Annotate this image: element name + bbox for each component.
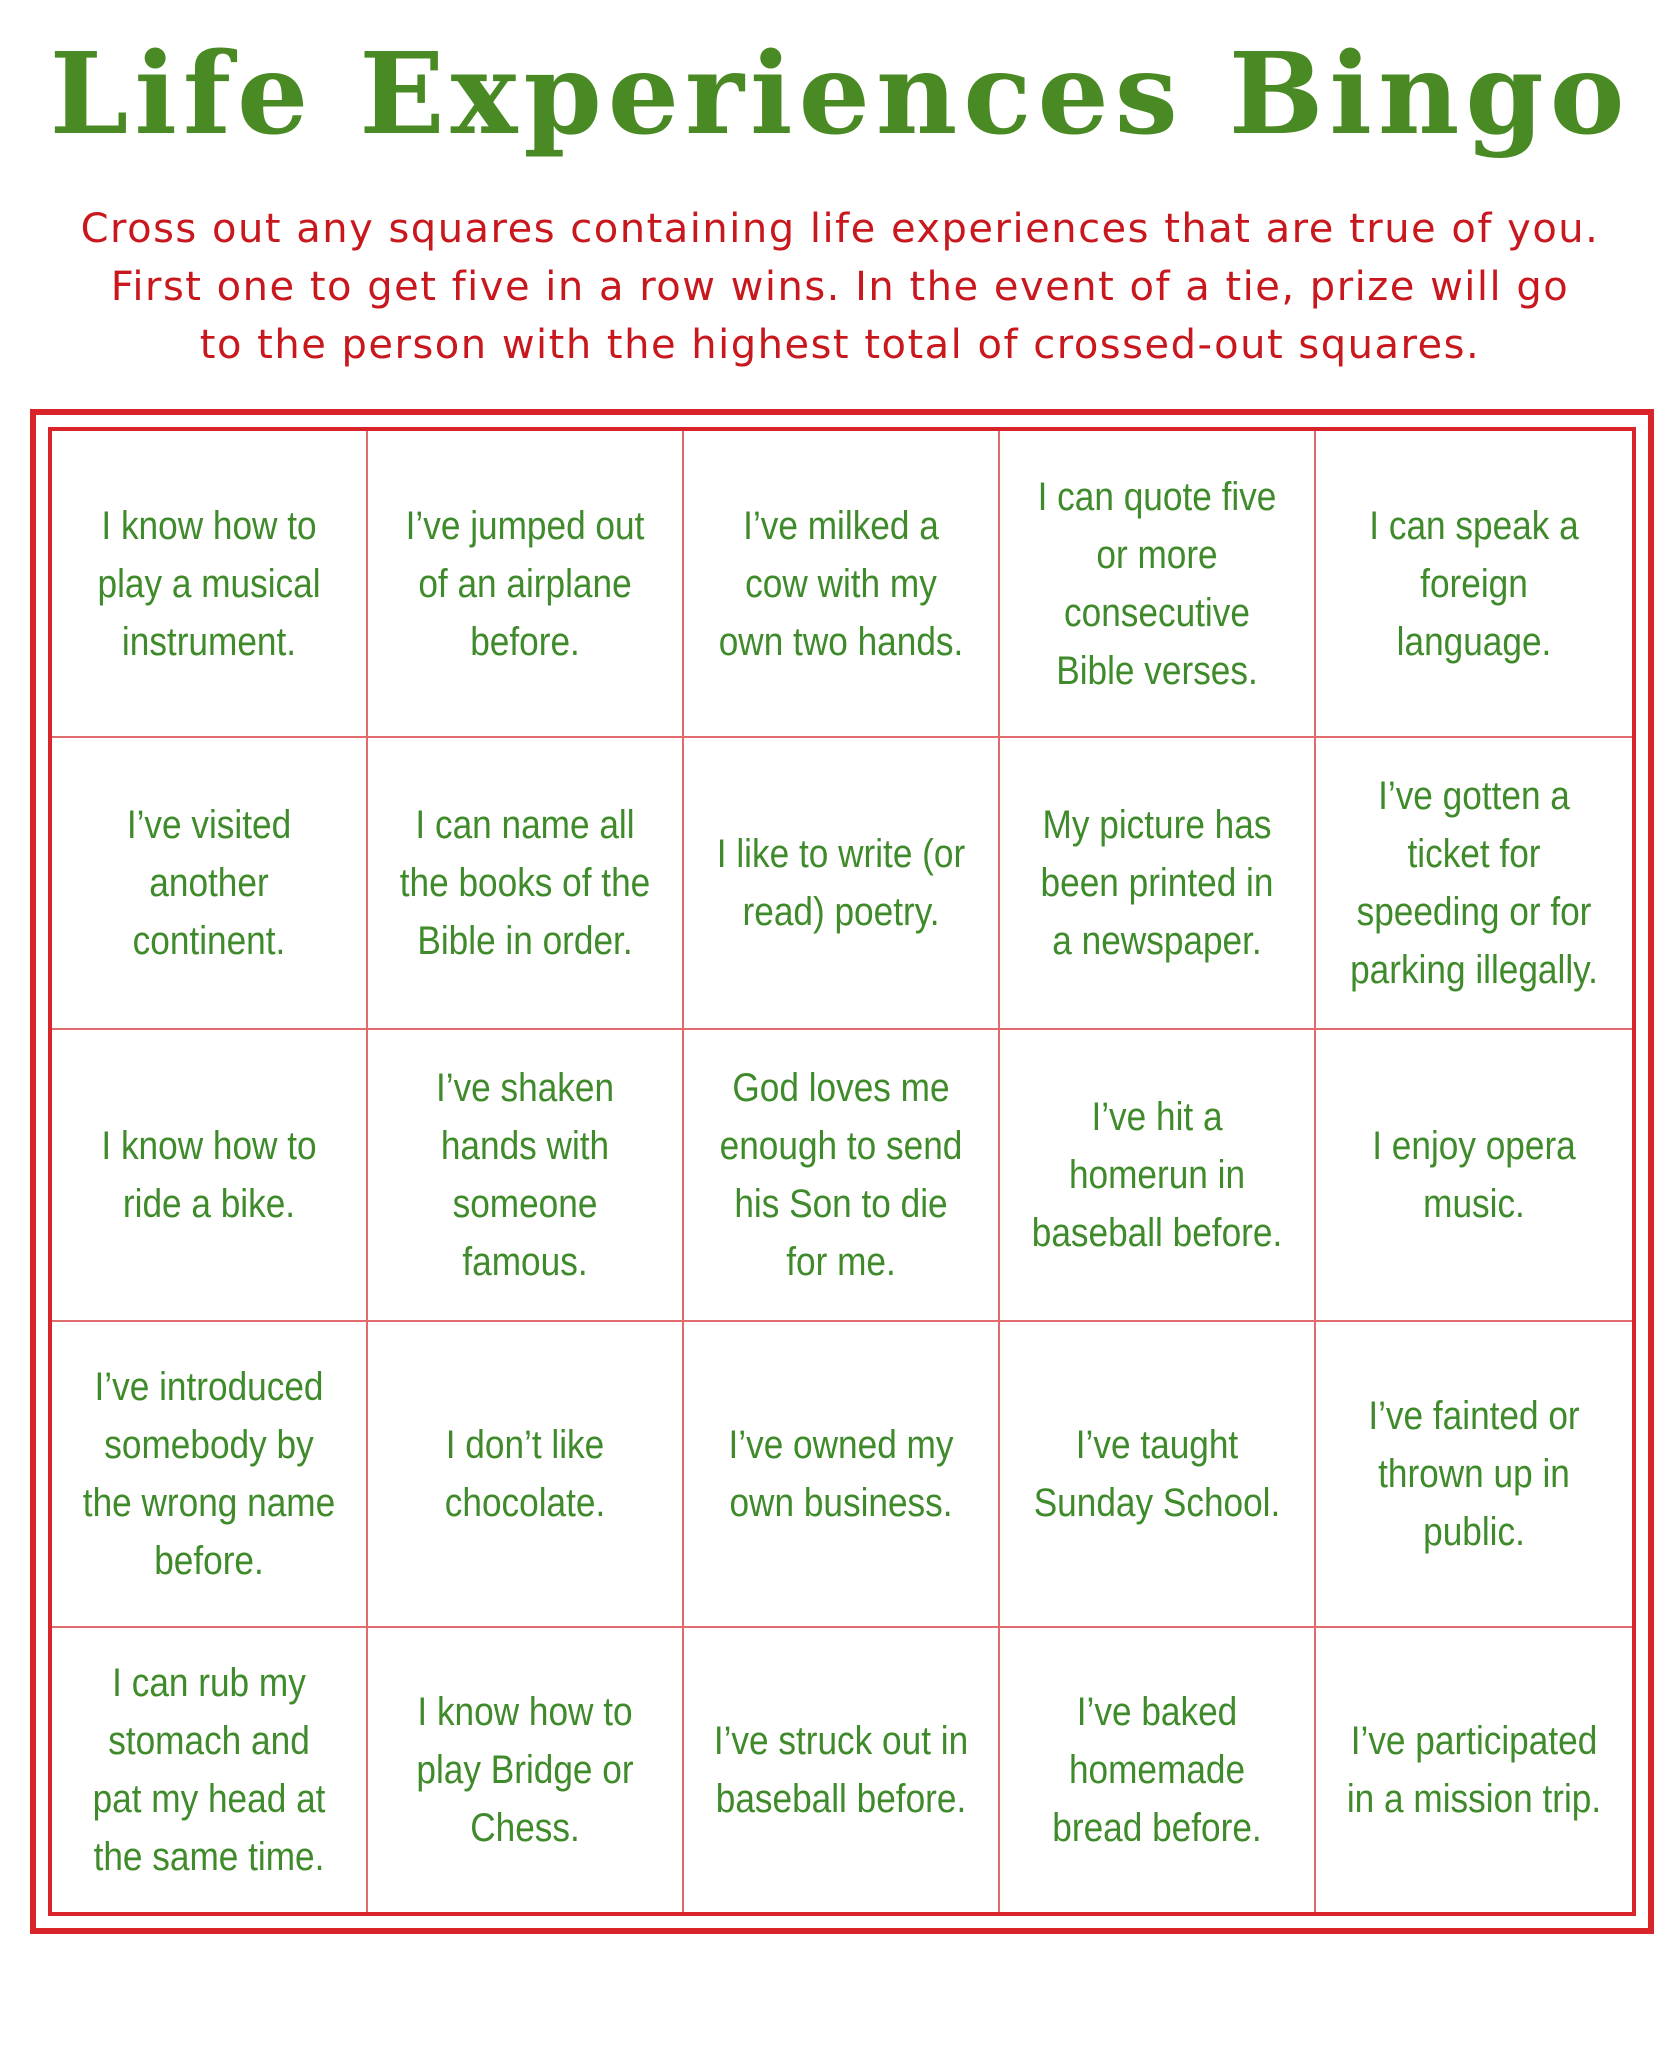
- bingo-square[interactable]: [684, 1030, 1000, 1322]
- bingo-square[interactable]: [1316, 1030, 1632, 1322]
- bingo-square-text: I’ve struck out in baseball before.: [713, 1719, 969, 1821]
- bingo-square[interactable]: [1316, 1322, 1632, 1628]
- bingo-square-text: I’ve shaken hands with someone famous.: [435, 1066, 615, 1284]
- bingo-board: [30, 409, 1654, 1934]
- bingo-square[interactable]: [1000, 431, 1316, 738]
- bingo-grid: [48, 427, 1636, 1916]
- bingo-square[interactable]: [368, 1322, 684, 1628]
- bingo-square[interactable]: [52, 1030, 368, 1322]
- bingo-square[interactable]: [52, 431, 368, 738]
- bingo-square-text: I’ve visited another continent.: [126, 803, 292, 963]
- bingo-square-text: I’ve milked a cow with my own two hands.: [718, 503, 964, 664]
- bingo-square-text: I can rub my stomach and pat my head at the same time.: [92, 1661, 326, 1879]
- bingo-square[interactable]: [684, 738, 1000, 1030]
- bingo-square[interactable]: [1000, 1322, 1316, 1628]
- bingo-square[interactable]: [1000, 1628, 1316, 1912]
- bingo-square-text: My picture has been printed in a newspaper.: [1040, 803, 1274, 963]
- bingo-square[interactable]: [1316, 431, 1632, 738]
- bingo-square-text: I’ve baked homemade bread before.: [1052, 1690, 1262, 1850]
- instructions-line: to the person with the highest total of crossed-out squares.: [199, 322, 1481, 368]
- bingo-square-text: I know how to play Bridge or Chess.: [416, 1690, 634, 1850]
- bingo-square-text: I’ve hit a homerun in baseball before.: [1031, 1095, 1283, 1255]
- bingo-square-text: I’ve participated in a mission trip.: [1346, 1719, 1602, 1821]
- bingo-square[interactable]: [1316, 738, 1632, 1030]
- bingo-square-text: I can quote five or more consecutive Bible verses.: [1037, 474, 1277, 693]
- instructions-line: Cross out any squares containing life experiences that are true of you.: [80, 206, 1600, 252]
- bingo-square-text: I’ve jumped out of an airplane before.: [405, 503, 645, 664]
- instructions: [60, 200, 1620, 374]
- bingo-square[interactable]: [52, 738, 368, 1030]
- bingo-square[interactable]: [368, 431, 684, 738]
- bingo-square[interactable]: [1000, 738, 1316, 1030]
- bingo-square-text: I don’t like chocolate.: [444, 1423, 606, 1525]
- bingo-square[interactable]: [1000, 1030, 1316, 1322]
- bingo-square-text: God loves me enough to send his Son to die for me.: [719, 1066, 963, 1284]
- bingo-square-text: I can name all the books of the Bible in order.: [399, 803, 651, 963]
- bingo-square[interactable]: [368, 1030, 684, 1322]
- bingo-square-text: I’ve taught Sunday School.: [1033, 1423, 1281, 1525]
- instructions-line: First one to get five in a row wins. In the event of a tie, prize will go: [110, 264, 1570, 310]
- bingo-square-text: I’ve introduced somebody by the wrong name before.: [82, 1365, 336, 1583]
- bingo-square[interactable]: [684, 431, 1000, 738]
- bingo-square-text: I can speak a foreign language.: [1369, 503, 1579, 664]
- bingo-square-text: I enjoy opera music.: [1372, 1124, 1576, 1226]
- bingo-square[interactable]: [368, 738, 684, 1030]
- page-title: Life Experiences Bingo: [49, 29, 1631, 160]
- bingo-square-text: I know how to play a musical instrument.: [97, 503, 321, 664]
- bingo-square-text: I’ve fainted or thrown up in public.: [1368, 1394, 1580, 1554]
- bingo-square-text: I’ve owned my own business.: [728, 1423, 954, 1525]
- bingo-square-text: I like to write (or read) poetry.: [716, 832, 966, 934]
- bingo-square-text: I’ve gotten a ticket for speeding or for parking illegally.: [1350, 774, 1598, 992]
- bingo-square-text: I know how to ride a bike.: [101, 1124, 317, 1226]
- bingo-square[interactable]: [1316, 1628, 1632, 1912]
- bingo-square[interactable]: [368, 1628, 684, 1912]
- bingo-square[interactable]: [52, 1322, 368, 1628]
- bingo-square[interactable]: [684, 1322, 1000, 1628]
- bingo-square[interactable]: [684, 1628, 1000, 1912]
- bingo-square[interactable]: [52, 1628, 368, 1912]
